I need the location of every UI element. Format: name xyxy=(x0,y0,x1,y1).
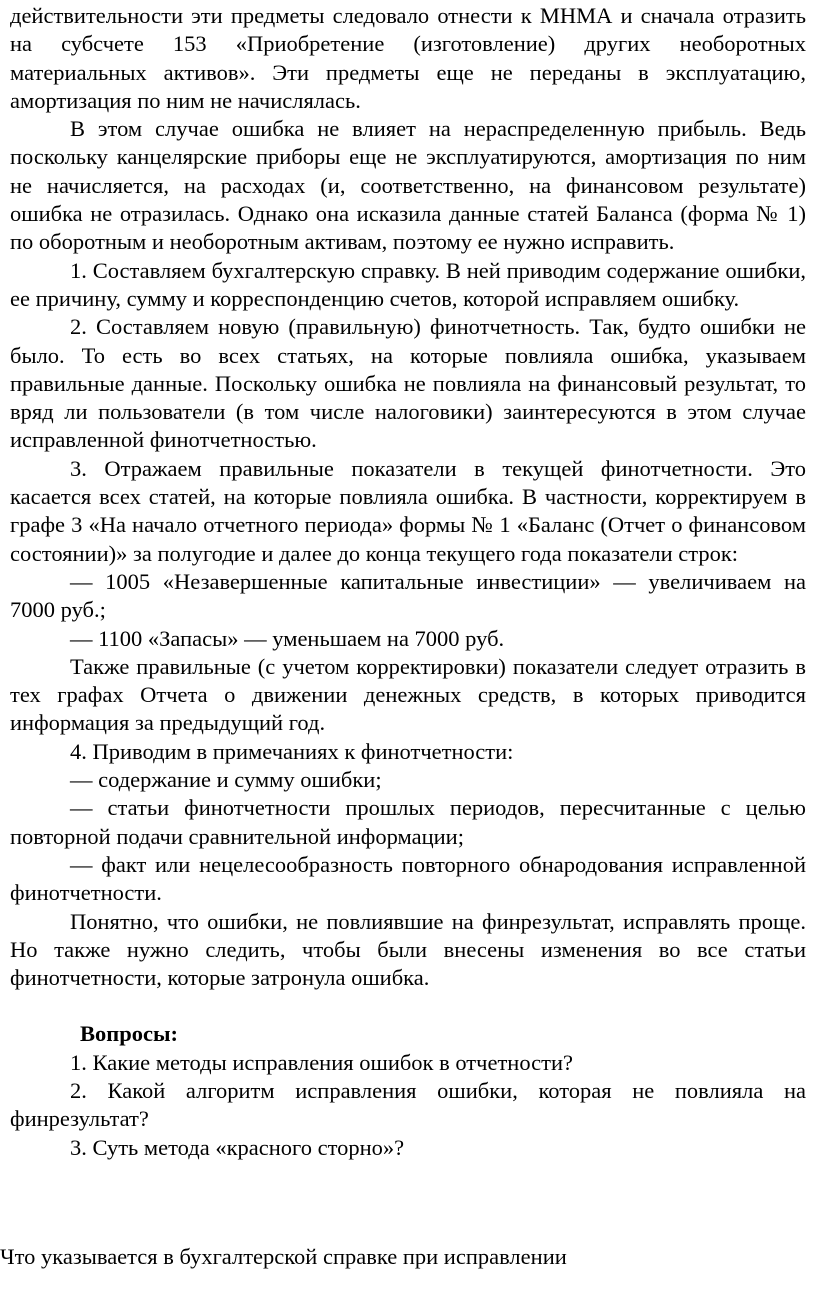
question-item: 1. Какие методы исправления ошибок в отчетности? xyxy=(70,1049,573,1075)
paragraph-note-content: — содержание и сумму ошибки; xyxy=(70,767,382,793)
paragraph-line-1100: — 1100 «Запасы» — уменьшаем на 7000 руб. xyxy=(70,625,505,651)
question-item: 3. Суть метода «красного сторно»? xyxy=(70,1134,405,1160)
document-body xyxy=(10,2,806,1162)
questions-heading: Вопросы: xyxy=(80,1021,179,1047)
paragraph-note-restated: — статьи финотчетности прошлых периодов, пересчитанные с целью повторной подачи сравнительной информации; xyxy=(10,795,806,849)
paragraph-step-2: 2. Составляем новую (правильную) финотчетность. Так, будто ошибки не было. То есть во всех статьях, на которые повлияла ошибка, указываем правильные данные. Поскольку ошибка не повлияла на финансовый результат, то вряд ли пользователи (в том числе налоговики) заинтересуются в этом случае исправленной финотчетностью. xyxy=(10,314,806,453)
paragraph-step-1: 1. Составляем бухгалтерскую справку. В ней приводим содержание ошибки, ее причину, сумму и корреспонденцию счетов, которой исправляем ошибку. xyxy=(10,257,806,311)
section-spacer xyxy=(10,992,806,1020)
paragraph-continuation: действительности эти предметы следовало отнести к МНМА и сначала отразить на субсчете 153 «Приобретение (изготовление) других необоротных материальных активов». Эти предметы еще не переданы в эксплуатацию, амортизация по ним не начислялась. xyxy=(10,3,806,113)
paragraph-cash-flow: Также правильные (с учетом корректировки) показатели следует отразить в тех графах Отчета о движении денежных средств, в которых приводится информация за предыдущий год. xyxy=(10,653,806,736)
paragraph-line-1005: — 1005 «Незавершенные капитальные инвестиции» — увеличиваем на 7000 руб.; xyxy=(10,568,806,623)
paragraph-step-3: 3. Отражаем правильные показатели в текущей финотчетности. Это касается всех статей, на которые повлияла ошибка. В частности, корректируем в графе 3 «На начало отчетного периода» формы № 1 «Баланс (Отчет о финансовом состоянии)» за полугодие и далее до конца текущего года показатели строк: xyxy=(10,455,806,566)
paragraph-step-4: 4. Приводим в примечаниях к финотчетности: xyxy=(70,738,514,764)
paragraph-conclusion: Понятно, что ошибки, не повлиявшие на финрезультат, исправлять проще. Но также нужно следить, чтобы были внесены изменения во все статьи финотчетности, которые затронула ошибка. xyxy=(10,908,806,991)
question-trailing-line: Что указывается в бухгалтерской справке при исправлении xyxy=(0,1244,567,1269)
paragraph-error-impact: В этом случае ошибка не влияет на нераспределенную прибыль. Ведь поскольку канцелярские приборы еще не эксплуатируются, амортизация по ним не начисляется, на расходах (и, соответственно, на финансовом результате) ошибка не отразилась. Однако она исказила данные статей Баланса (форма № 1) по оборотным и необоротным активам, поэтому ее нужно исправить. xyxy=(10,116,806,255)
question-item: 2. Какой алгоритм исправления ошибки, которая не повлияла на финрезультат? xyxy=(10,1077,806,1132)
paragraph-note-republication: — факт или нецелесообразность повторного обнародования исправленной финотчетности. xyxy=(10,851,806,906)
